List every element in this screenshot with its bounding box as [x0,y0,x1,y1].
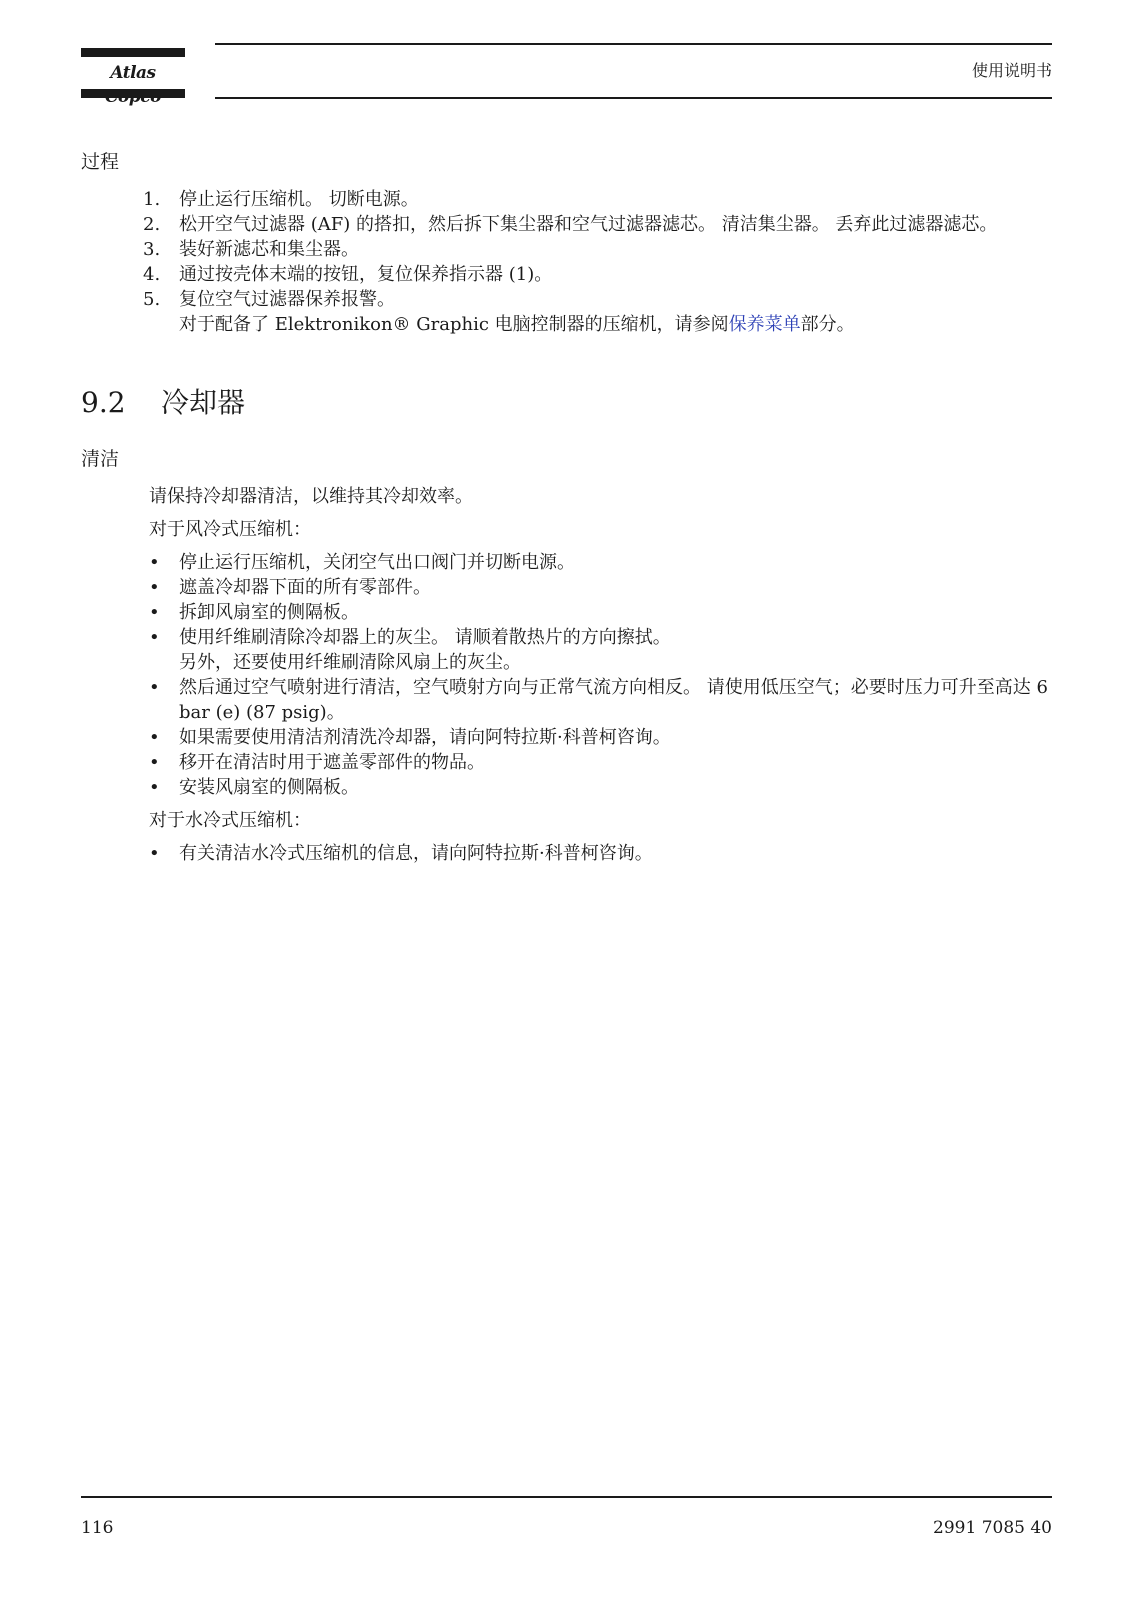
section-title: 冷却器 [161,386,246,419]
bullet: • [149,627,160,648]
section-number: 9.2 [81,386,126,419]
logo-text: Atlas [110,63,156,83]
item-text: 安装风扇室的侧隔板。 [179,777,359,798]
step-text: 复位空气过滤器保养报警。 [179,289,395,310]
step-number: 1. [143,189,161,210]
bullet: • [149,602,160,623]
bullet: • [149,843,160,864]
water-cooled-list [149,841,1053,866]
cleaning-intro: 请保持冷却器清洁，以维持其冷却效率。 [149,486,473,507]
bullet: • [149,677,160,698]
item-text: 使用纤维刷清除冷却器上的灰尘。 请顺着散热片的方向擦拭。 [179,627,671,648]
list-item [149,575,1053,600]
logo-bar-bottom [81,89,185,98]
list-item [149,600,1053,625]
list-item [149,775,1053,800]
step-text: 停止运行压缩机。 切断电源。 [179,189,419,210]
step-number: 3. [143,239,161,260]
step-note [179,312,1053,337]
section-heading [81,385,1053,421]
procedure-step [143,237,1053,262]
page-content [81,150,1053,874]
step-text: 通过按壳体末端的按钮，复位保养指示器 (1)。 [179,264,553,285]
procedure-heading: 过程 [81,151,120,173]
item-text: 然后通过空气喷射进行清洁，空气喷射方向与正常气流方向相反。 请使用低压空气；必要时压力可升至高达 6 bar (e) (87 psig)。 [179,677,1048,723]
document-type: 使用说明书 [971,61,1052,80]
item-note: 另外，还要使用纤维刷清除风扇上的灰尘。 [179,652,521,673]
step-text: 松开空气过滤器 (AF) 的搭扣，然后拆下集尘器和空气过滤器滤芯。 清洁集尘器。 丢弃此过滤器滤芯。 [179,214,998,235]
procedure-step [143,212,1053,237]
item-text: 遮盖冷却器下面的所有零部件。 [179,577,431,598]
item-text: 有关清洁水冷式压缩机的信息，请向阿特拉斯·科普柯咨询。 [179,843,653,864]
procedure-step [143,262,1053,287]
item-text: 拆卸风扇室的侧隔板。 [179,602,359,623]
list-item [149,725,1053,750]
maintenance-menu-link[interactable]: 保养菜单 [728,314,801,335]
list-item [149,841,1053,866]
bullet: • [149,777,160,798]
air-cooled-label: 对于风冷式压缩机： [149,519,311,540]
bullet: • [149,552,160,573]
header-rule-top [215,43,1052,45]
note-text: 部分。 [800,314,855,335]
item-text: 停止运行压缩机，关闭空气出口阀门并切断电源。 [179,552,575,573]
document-number: 2991 7085 40 [933,1518,1052,1538]
step-number: 5. [143,289,161,310]
item-text: 移开在清洁时用于遮盖零部件的物品。 [179,752,485,773]
water-cooled-label: 对于水冷式压缩机： [149,810,311,831]
atlas-copco-logo [81,48,185,98]
step-text: 装好新滤芯和集尘器。 [179,239,359,260]
air-cooled-list [149,550,1053,800]
item-text: 如果需要使用清洁剂清洗冷却器，请向阿特拉斯·科普柯咨询。 [179,727,671,748]
bullet: • [149,752,160,773]
logo-bar-top [81,48,185,57]
step-number: 4. [143,264,161,285]
page-number: 116 [81,1518,114,1538]
footer-rule [81,1496,1052,1498]
bullet: • [149,577,160,598]
list-item [149,625,1053,675]
header-rule-bottom [215,97,1052,99]
list-item [149,550,1053,575]
bullet: • [149,727,160,748]
step-number: 2. [143,214,161,235]
cleaning-heading: 清洁 [81,448,120,470]
procedure-steps [81,187,1053,337]
procedure-step [143,187,1053,212]
note-text: 对于配备了 Elektronikon® Graphic 电脑控制器的压缩机，请参阅 [179,314,729,335]
list-item [149,750,1053,775]
procedure-step [143,287,1053,337]
list-item [149,675,1053,725]
